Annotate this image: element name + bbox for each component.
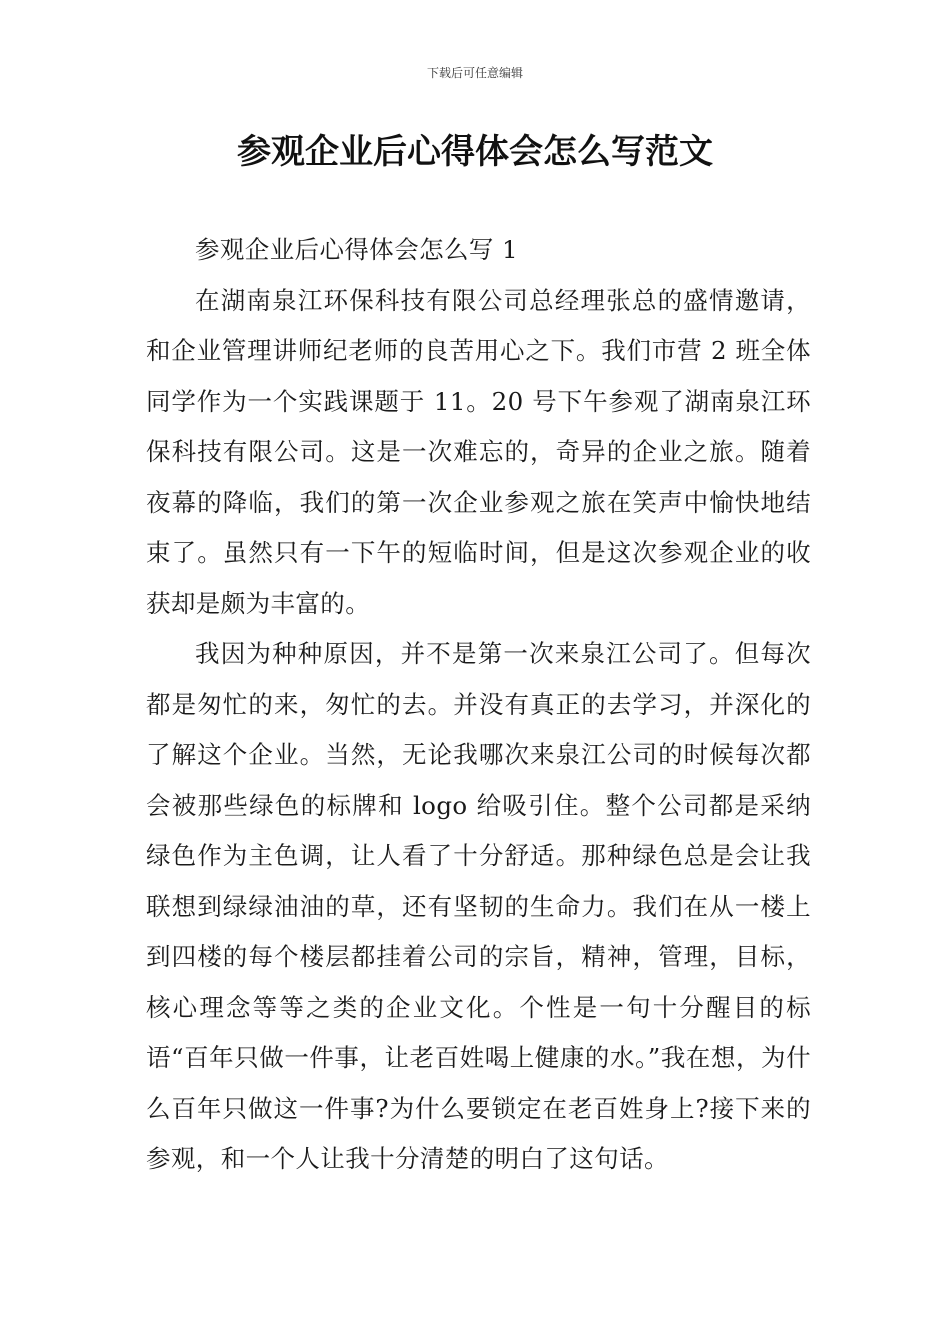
section-heading: 参观企业后心得体会怎么写 1 xyxy=(195,235,518,264)
page-header-note: 下载后可任意编辑 xyxy=(426,66,523,80)
document-body xyxy=(146,225,811,1185)
paragraph: 在湖南泉江环保科技有限公司总经理张总的盛情邀请，和企业管理讲师纪老师的良苦用心之下。我们市营 2 班全体同学作为一个实践课题于 11。20 号下午参观了湖南泉江环保科技有限公司。这是一次难忘的，奇异的企业之旅。随着夜幕的降临，我们的第一次企业参观之旅在笑声中愉快地结束了。虽然只有一下午的短临时间，但是这次参观企业的收获却是颇为丰富的。 xyxy=(146,285,811,618)
document-title: 参观企业后心得体会怎么写范文 xyxy=(237,132,713,172)
paragraph: 我因为种种原因，并不是第一次来泉江公司了。但每次都是匆忙的来，匆忙的去。并没有真正的去学习，并深化的了解这个企业。当然，无论我哪次来泉江公司的时候每次都会被那些绿色的标牌和 logo 给吸引住。整个公司都是采纳绿色作为主色调，让人看了十分舒适。那种绿色总是会让我联想到绿绿油油的草，还有坚韧的生命力。我们在从一楼上到四楼的每个楼层都挂着公司的宗旨，精神，管理，目标，核心理念等等之类的企业文化。个性是一句十分醒目的标语“百年只做一件事，让老百姓喝上健康的水。”我在想，为什么百年只做这一件事?为什么要锁定在老百姓身上?接下来的参观，和一个人让我十分清楚的明白了这句话。 xyxy=(146,639,811,1173)
